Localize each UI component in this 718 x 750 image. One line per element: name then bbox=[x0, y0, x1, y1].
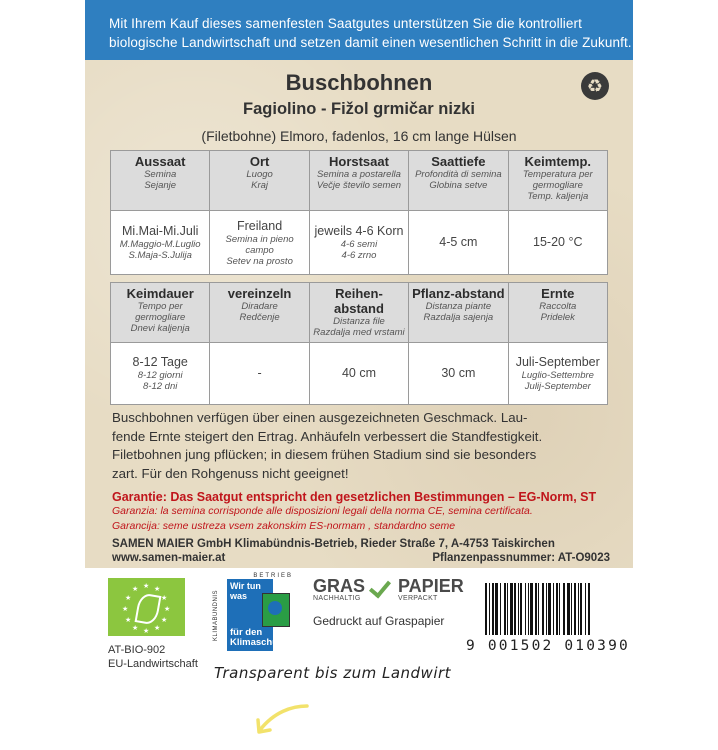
table-header-cell: Pflanz-abstand Distanza piante Razdalja sajenja bbox=[409, 283, 508, 343]
company-website: www.samen-maier.at bbox=[112, 552, 226, 564]
banner-line-2: biologische Landwirtschaft und setzen damit einen wesentlichen Schritt in die Zukunft. bbox=[109, 35, 632, 50]
table-header-cell: Keimdauer Tempo per germogliare Dnevi kaljenja bbox=[111, 283, 210, 343]
print-note: Gedruckt auf Graspapier bbox=[313, 614, 445, 628]
product-description: (Filetbohne) Elmoro, fadenlos, 16 cm lange Hülsen bbox=[201, 128, 517, 144]
company-address: SAMEN MAIER GmbH Klimabündnis-Betrieb, Rieder Straße 7, A-4753 Taiskirchen bbox=[112, 538, 555, 550]
product-title: Buschbohnen bbox=[285, 70, 433, 95]
product-subtitle: Fagiolino - Fižol grmičar nizki bbox=[243, 100, 475, 118]
table-cell: Freiland Semina in pieno campo Setev na prosto bbox=[210, 211, 309, 275]
company-info bbox=[112, 537, 610, 565]
table-header-cell: Keimtemp. Temperatura per germogliare Temp. kaljenja bbox=[508, 151, 607, 211]
table-header-cell: Saattiefe Profondità di semina Globina setve bbox=[409, 151, 508, 211]
guarantee-main: Garantie: Das Saatgut entspricht den gesetzlichen Bestimmungen – EG-Norm, ST bbox=[112, 490, 597, 504]
table-header-cell: Aussaat Semina Sejanje bbox=[111, 151, 210, 211]
table-header-row bbox=[111, 151, 608, 211]
arrow-icon bbox=[252, 700, 312, 740]
banner-line-1: Mit Ihrem Kauf dieses samenfesten Saatgutes unterstützen Sie die kontrolliert bbox=[109, 16, 582, 31]
globe-icon bbox=[262, 593, 290, 627]
table-header-cell: vereinzeln Diradare Redčenje bbox=[210, 283, 309, 343]
growing-table bbox=[110, 282, 608, 405]
bio-certification: AT-BIO-902 EU-Landwirtschaft bbox=[108, 644, 198, 670]
table-cell: jeweils 4-6 Korn 4-6 semi 4-6 zrno bbox=[309, 211, 408, 275]
table-header-cell: Ernte Raccolta Pridelek bbox=[508, 283, 607, 343]
eu-organic-logo-icon: ★ ★ ★ ★ ★ ★ ★ ★ ★ ★ ★ ★ bbox=[108, 578, 185, 636]
table-row bbox=[111, 343, 608, 405]
table-header-cell: Horstsaat Semina a postarella Večje število semen bbox=[309, 151, 408, 211]
table-cell: Mi.Mai-Mi.Juli M.Maggio-M.Luglio S.Maja-S.Julija bbox=[111, 211, 210, 275]
table-row bbox=[111, 211, 608, 275]
product-info-text: Buschbohnen verfügen über einen ausgezeichneten Geschmack. Lau- fende Ernte steigert den Ertrag. Anhäufeln verbessert die Standfestigkeit. Filetbohnen jung pflücken; in diesem frühen Stadium sind sie besonders zart. Für den Rohgenuss nicht geeignet! bbox=[112, 410, 543, 481]
table-header-cell: Ort Luogo Kraj bbox=[210, 151, 309, 211]
guarantee-slovenian: Garancija: seme ustreza vsem zakonskim ES-normam , standardno seme bbox=[112, 520, 456, 532]
guarantee-italian: Garanzia: la semina corrisponde alle disposizioni legali della norma CE, semina certificata. bbox=[112, 505, 533, 517]
barcode bbox=[485, 583, 605, 635]
table-cell: 15-20 °C bbox=[508, 211, 607, 275]
table-cell: 30 cm bbox=[409, 343, 508, 405]
slogan: Transparent bis zum Landwirt bbox=[214, 664, 452, 682]
table-header-cell: Reihen-abstand Distanza file Razdalja med vrstami bbox=[309, 283, 408, 343]
barcode-number: 9 001502 010390 bbox=[466, 638, 630, 654]
table-cell: - bbox=[210, 343, 309, 405]
sowing-table bbox=[110, 150, 608, 275]
guarantee-block bbox=[112, 490, 622, 534]
top-banner bbox=[85, 0, 633, 60]
graspapier-logo: GRAS NACHHALTIG PAPIER VERPACKT bbox=[313, 576, 464, 602]
table-cell: 4-5 cm bbox=[409, 211, 508, 275]
table-header-row bbox=[111, 283, 608, 343]
climate-alliance-logo: KLIMABÜNDNIS BETRIEB Wir tun was für den Klimaschutz bbox=[213, 575, 303, 655]
table-cell: Juli-September Luglio-Settembre Julij-September bbox=[508, 343, 607, 405]
checkmark-icon bbox=[369, 575, 395, 599]
plant-passport: Pflanzenpassnummer: AT-O9023 bbox=[432, 552, 610, 564]
recycle-icon: ♻ bbox=[581, 72, 609, 100]
table-cell: 8-12 Tage 8-12 giorni 8-12 dni bbox=[111, 343, 210, 405]
table-cell: 40 cm bbox=[309, 343, 408, 405]
